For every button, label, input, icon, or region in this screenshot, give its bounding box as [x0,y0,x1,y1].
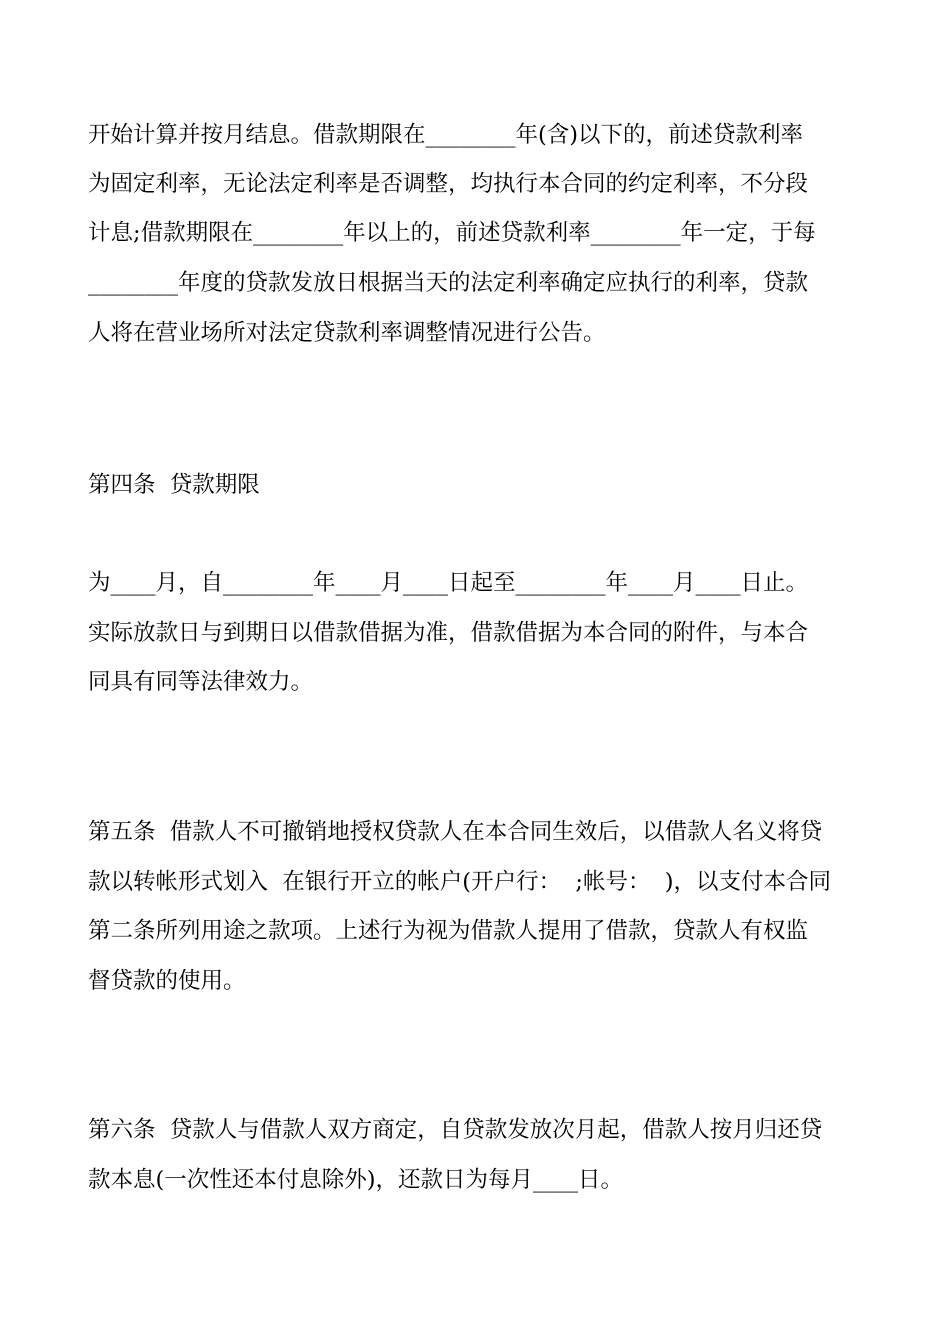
paragraph-1-line-4: ________年度的贷款发放日根据当天的法定利率确定应执行的利率，贷款 [88,270,809,296]
paragraph-1-line-2: 为固定利率，无论法定利率是否调整，均执行本合同的约定利率，不分段 [88,171,809,197]
paragraph-1-line-1: 开始计算并按月结息。借款期限在________年(含)以下的，前述贷款利率 [88,122,804,148]
article-4-line-3: 同具有同等法律效力。 [88,669,314,695]
article-4-line-1: 为____月，自________年____月____日起至________年____月____日止。 [88,570,809,596]
article-6-line-1: 第六条 贷款人与借款人双方商定，自贷款发放次月起，借款人按月归还贷 [88,1117,823,1143]
paragraph-1-line-3: 计息;借款期限在________年以上的，前述贷款利率________年一定，于每 [88,220,816,246]
article-4-heading: 第四条 贷款期限 [88,472,260,498]
article-5-line-2: 款以转帐形式划入 在银行开立的帐户(开户行： ;帐号： )，以支付本合同 [88,869,832,895]
article-5-line-4: 督贷款的使用。 [88,968,246,994]
article-4-line-2: 实际放款日与到期日以借款借据为准，借款借据为本合同的附件，与本合 [88,620,809,646]
article-5-line-3: 第二条所列用途之款项。上述行为视为借款人提用了借款，贷款人有权监 [88,918,809,944]
paragraph-1-line-5: 人将在营业场所对法定贷款利率调整情况进行公告。 [88,320,606,346]
article-5-line-1: 第五条 借款人不可撤销地授权贷款人在本合同生效后，以借款人名义将贷 [88,819,823,845]
article-6-line-2: 款本息(一次性还本付息除外)，还款日为每月____日。 [88,1167,624,1193]
